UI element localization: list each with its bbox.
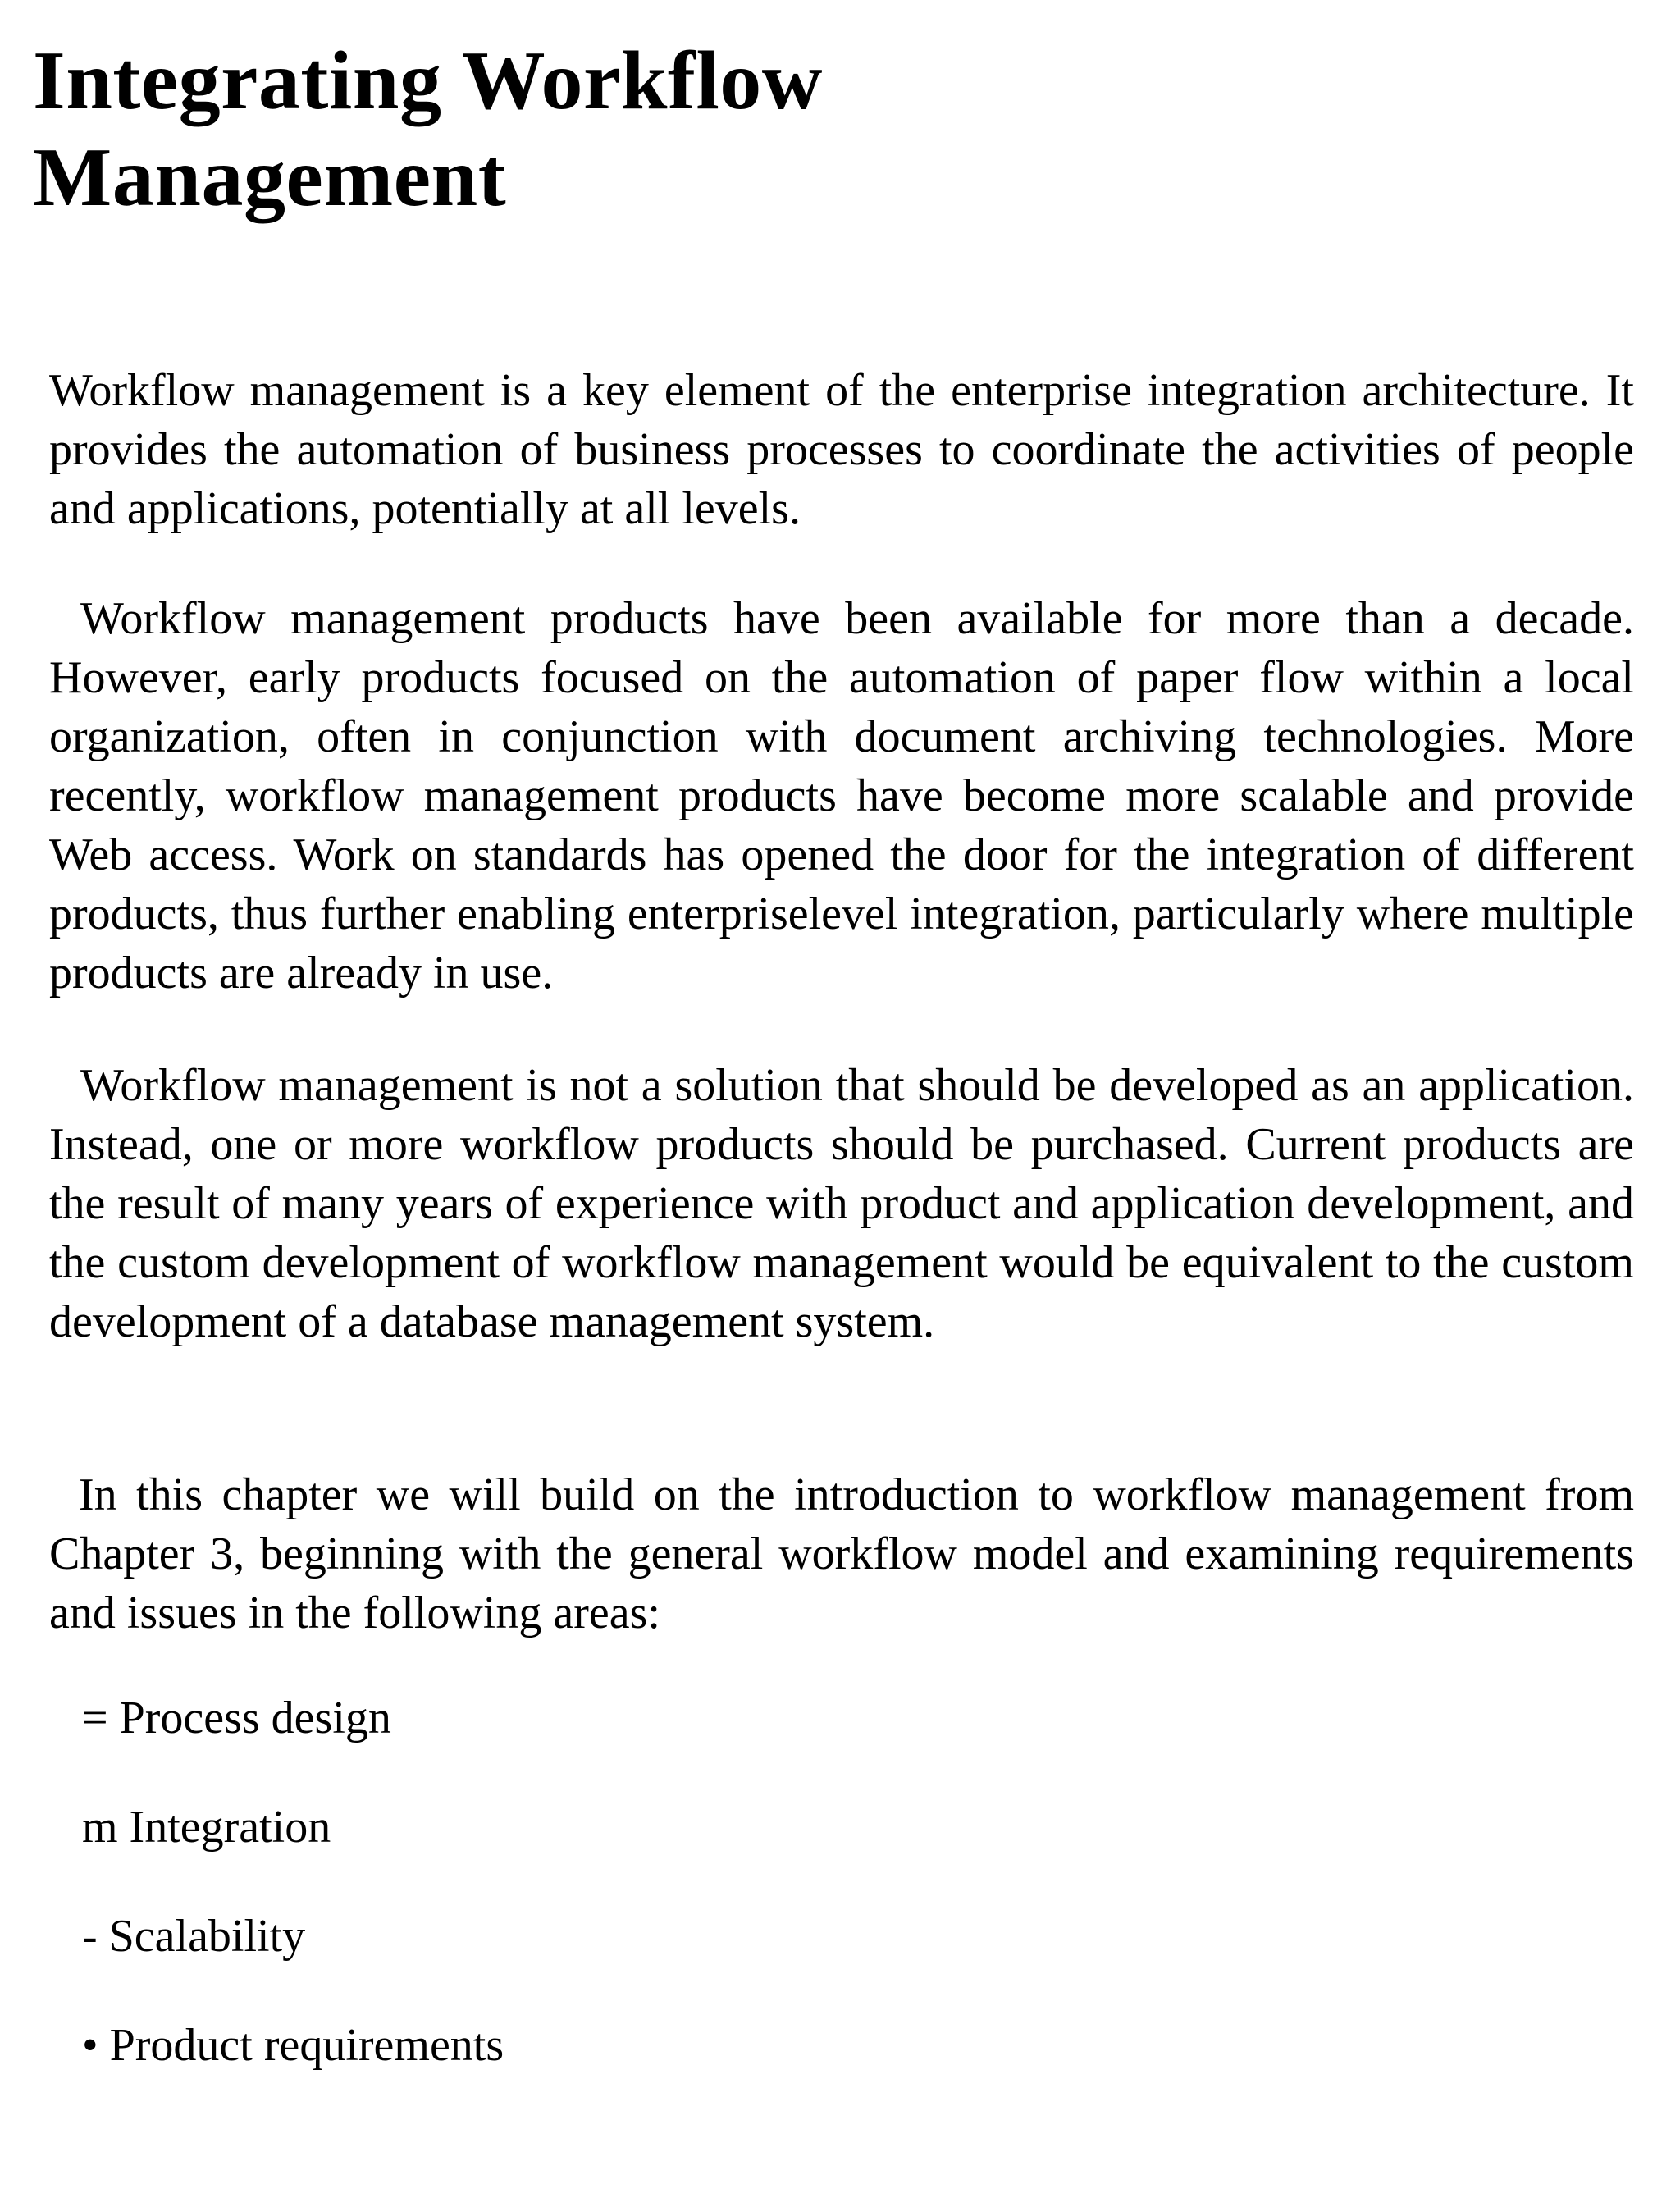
chapter-title-line-1: Integrating Workflow [33,34,823,127]
paragraph-2: Workflow management products have been available for more than a decade. However, early products focused on the automation of paper flow within a local organization, often in conjunction with document archiving technologies. More recently, workflow management products have become more scalable and provide Web access. Work on standards has opened the door for the integration of different products, thus further enabling enterpriselevel integration, particularly where multiple products are already in use. [49,593,1634,998]
paragraph-4: In this chapter we will build on the introduction to workflow management from Chapter 3, beginning with the general workflow model and examining requirements and issues in the following areas: [49,1469,1634,1638]
paragraph-3: Workflow management is not a solution that should be developed as an application. Instead, one or more workflow products should be purchased. Current products are the result of many years of experience with product and application development, and the custom development of workflow management would be equivalent to the custom development of a database management system. [49,1060,1634,1347]
list-item-scalability: - Scalability [82,1911,306,1962]
list-item-integration: m Integration [82,1802,331,1853]
list-item-product-requirements: • Product requirements [82,2020,504,2071]
paragraph-1: Workflow management is a key element of the enterprise integration architecture. It provides the automation of business processes to coordinate the activities of people and applications, potentially at all levels. [49,365,1634,534]
chapter-title [33,33,823,226]
list-item-process-design: = Process design [82,1693,391,1743]
chapter-title-line-2: Management [33,131,507,224]
